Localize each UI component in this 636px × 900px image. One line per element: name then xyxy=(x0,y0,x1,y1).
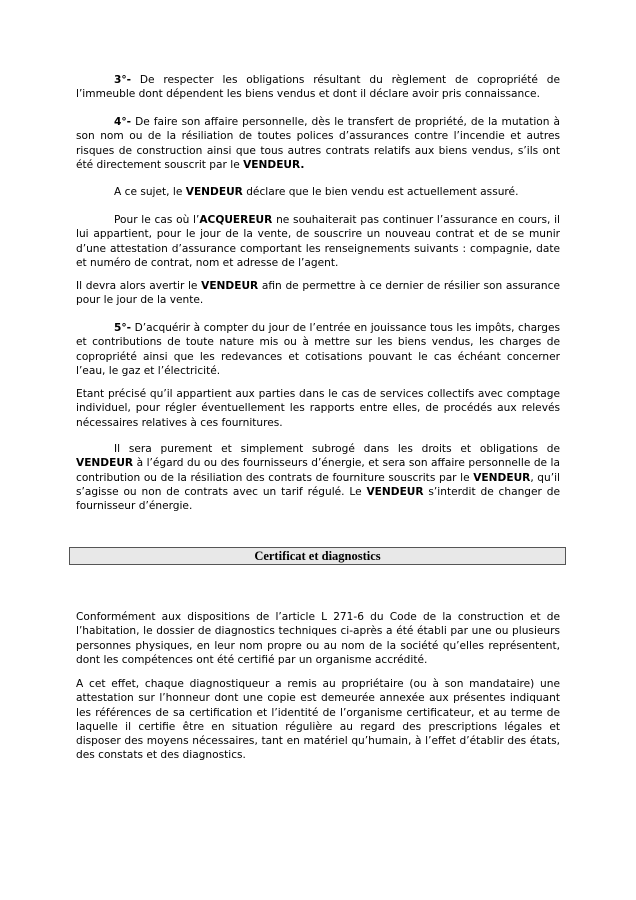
paragraph-collective-services xyxy=(76,387,560,430)
party-name: VENDEUR xyxy=(185,186,243,198)
party-name: ACQUEREUR xyxy=(199,214,273,226)
paragraph-diagnostics-legal xyxy=(76,610,560,667)
paragraph-text: A cet effet, chaque diagnostiqueur a remis au propriétaire (ou à son mandataire) une attestation sur l’honneur dont une copie est demeurée annexée aux présentes indiquant les références de sa certification et l’identité de l’organisme certificateur, et au terme de laquelle il certifie être en situation régulière au regard des prescriptions légales et disposer des moyens nécessaires, tant en matériel qu’humain, à l’effet d’établir des états, des constats et des diagnostics. xyxy=(76,678,560,762)
paragraph-text: Etant précisé qu’il appartient aux parties dans le cas de services collectifs avec comptage individuel, pour régler éventuellement les rapports entre elles, de procédés aux relevés nécessaires relatives à ces fournitures. xyxy=(76,388,560,429)
paragraph-insurance-note xyxy=(76,185,560,199)
paragraph-text: Il devra alors avertir le xyxy=(76,280,202,292)
paragraph-diagnostics-attestation xyxy=(76,677,560,763)
item-number: 5°- xyxy=(114,322,132,334)
party-name: VENDEUR. xyxy=(243,158,305,171)
section-heading-box xyxy=(69,547,566,565)
paragraph-text: , qu’il s’agisse ou non de contrats avec un tarif régulé. Le xyxy=(76,471,561,498)
paragraph-text: Il sera purement et simplement subrogé dans les droits et obligations de xyxy=(114,443,560,455)
paragraph-notify-seller xyxy=(76,279,560,308)
paragraph-obligation-5 xyxy=(76,321,560,378)
party-name: VENDEUR xyxy=(76,457,134,470)
item-number: 3°- xyxy=(114,74,132,86)
paragraph-text: Pour le cas où l’ xyxy=(114,214,200,226)
paragraph-text: D’acquérir à compter du jour de l’entrée en jouissance tous les impôts, charges et contributions de toute nature mis ou à mettre sur les biens vendus, les charges de copropriété ainsi que les redevances et cotisations pouvant le cas échéant concerner l’eau, le gaz et l’électricité. xyxy=(76,322,560,377)
paragraph-text: ne souhaiterait pas continuer l’assurance en cours, il lui appartient, pour le jour de la vente, de souscrire un nouveau contrat et de se munir d’une attestation d’assurance comportant les renseignements suivants : compagnie, date et numéro de contrat, nom et adresse de l’agent. xyxy=(76,214,560,269)
party-name: VENDEUR xyxy=(366,485,424,498)
section-title: Certificat et diagnostics xyxy=(254,549,381,563)
paragraph-text: déclare que le bien vendu est actuellement assuré. xyxy=(242,186,519,198)
party-name: VENDEUR xyxy=(201,280,259,292)
paragraph-text: s’interdit de changer de fournisseur d’énergie. xyxy=(76,485,560,513)
paragraph-text: afin de permettre à ce dernier de résilier son assurance pour le jour de la vente. xyxy=(76,280,560,307)
paragraph-obligation-4 xyxy=(76,115,560,172)
item-number: 4°- xyxy=(114,116,132,128)
paragraph-text: A ce sujet, le xyxy=(114,186,186,198)
paragraph-text: à l’égard du ou des fournisseurs d’énergie, et sera son affaire personnelle de la contribution ou de la résiliation des contrats de fourniture souscrits par le xyxy=(76,457,560,484)
paragraph-text: Conformément aux dispositions de l’article L 271-6 du Code de la construction et de l’habitation, le dossier de diagnostics techniques ci-après a été établi par une ou plusieurs personnes physiques, en leur nom propre ou au nom de la société qu’elles représentent, dont les compétences ont été certifié par un organisme accrédité. xyxy=(76,611,560,666)
paragraph-text: De faire son affaire personnelle, dès le transfert de propriété, de la mutation à son nom ou de la résiliation de toutes polices d’assurances contre l’incendie et autres risques de construction ainsi que tous autres contrats relatifs aux biens vendus, s’ils ont été directement souscrit par le xyxy=(76,116,560,171)
paragraph-buyer-insurance xyxy=(76,213,560,270)
paragraph-obligation-3 xyxy=(76,73,560,102)
paragraph-text: De respecter les obligations résultant du règlement de copropriété de l’immeuble dont dépendent les biens vendus et dont il déclare avoir pris connaissance. xyxy=(76,74,560,101)
paragraph-energy-subrogation xyxy=(76,442,560,513)
party-name: VENDEUR xyxy=(473,471,531,484)
